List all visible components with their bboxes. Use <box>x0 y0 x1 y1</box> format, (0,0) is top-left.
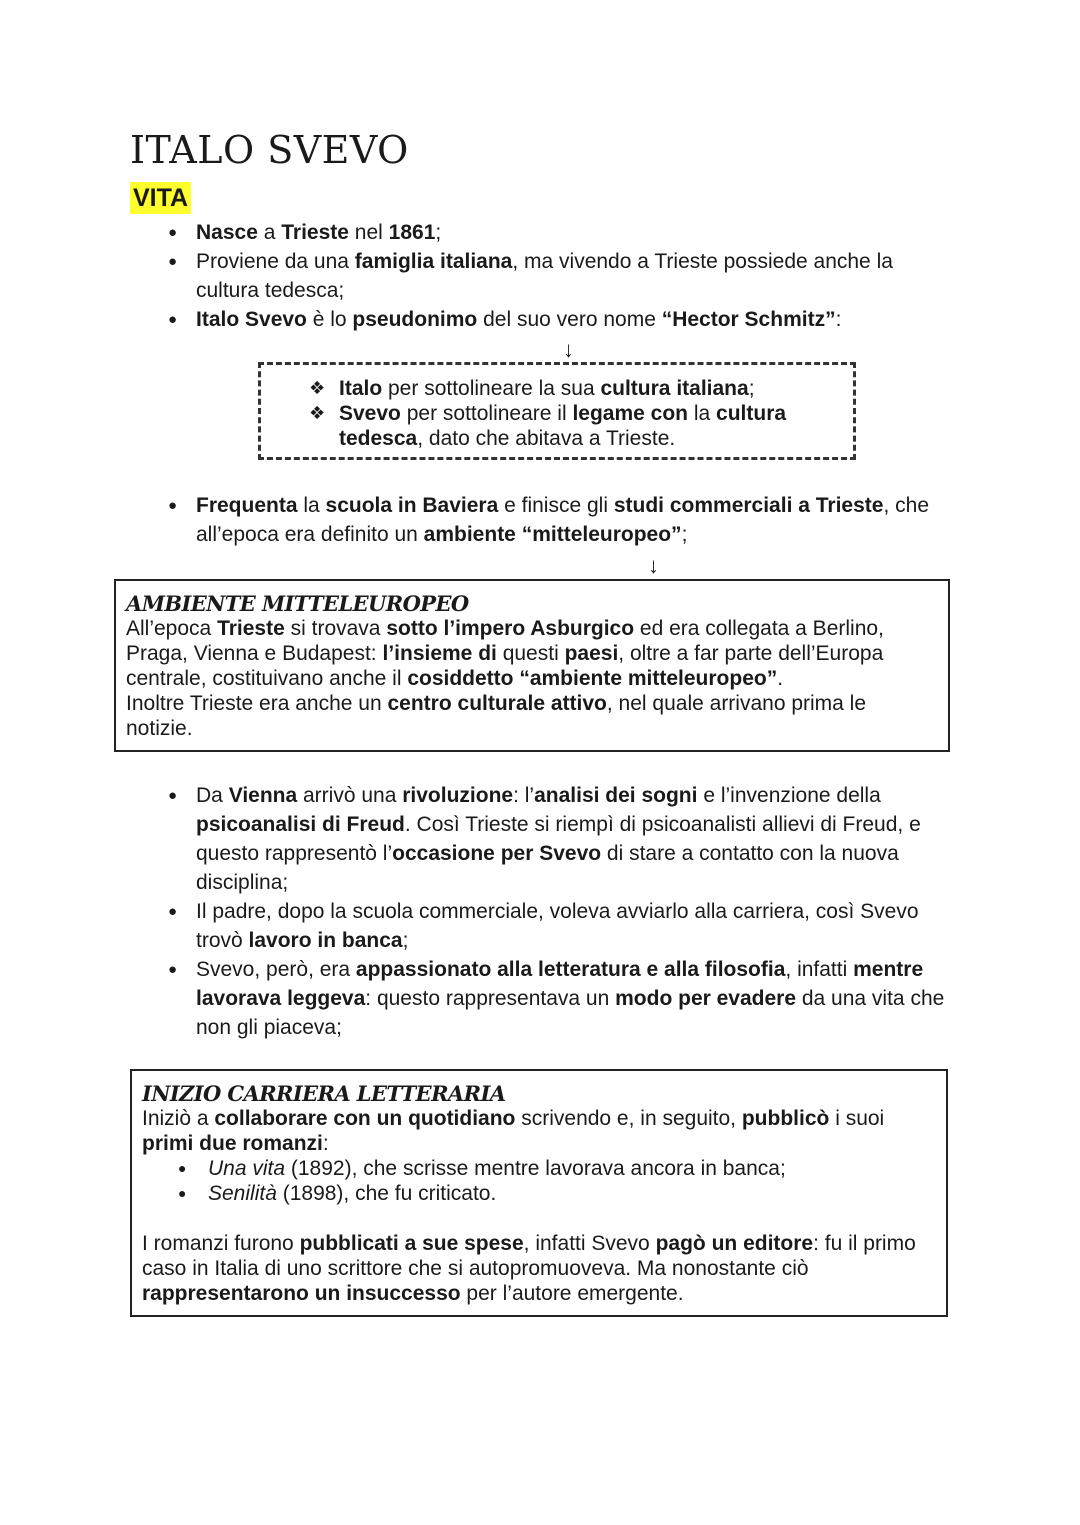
list-item: ● Proviene da una famiglia italiana, ma vivendo a Trieste possiede anche la cultura tedesca; <box>130 247 950 305</box>
down-arrow-icon: ↓ <box>648 553 659 578</box>
list-item: ● Il padre, dopo la scuola commerciale, voleva avviarlo alla carriera, così Svevo trovò lavoro in banca; <box>130 897 960 955</box>
box-title: INIZIO CARRIERA LETTERARIA <box>142 1081 506 1106</box>
box-paragraph: All’epoca Trieste si trovava sotto l’impero Asburgico ed era collegata a Berlino, Praga, Vienna e Budapest: l’insieme di questi paesi, oltre a far parte dell’Europa centrale, costituivano anche il cosiddetto “ambiente mitteleuropeo”. <box>126 617 884 690</box>
list-item: ❖ Italo per sottolineare la sua cultura italiana; <box>309 376 833 401</box>
list-item: ● Svevo, però, era appassionato alla letteratura e alla filosofia, infatti mentre lavorava leggeva: questo rappresentava un modo per evadere da una vita che non gli piaceva; <box>130 955 960 1042</box>
list-item: ● Da Vienna arrivò una rivoluzione: l’analisi dei sogni e l’invenzione della psicoanalisi di Freud. Così Trieste si riempì di psicoanalisti allievi di Freud, e questo rappresentò l’occasione per Svevo di stare a contatto con la nuova disciplina; <box>130 781 960 897</box>
bullet-list-intro <box>130 218 950 334</box>
list-item: ● Frequenta la scuola in Baviera e finisce gli studi commerciali a Trieste, che all’epoca era definito un ambiente “mitteleuropeo”; <box>130 491 950 549</box>
bullet-list-studies <box>130 491 950 549</box>
carriera-letteraria-box <box>130 1069 948 1317</box>
novels-list <box>142 1156 936 1206</box>
pseudonym-list <box>309 376 833 451</box>
section-label-vita: VITA <box>130 182 191 214</box>
ambiente-mitteleuropeo-box <box>114 579 950 752</box>
box-title: AMBIENTE MITTELEUROPEO <box>126 591 469 616</box>
list-item: ● Una vita (1892), che scrisse mentre lavorava ancora in banca; <box>142 1156 936 1181</box>
bullet-list-life <box>130 781 960 1042</box>
list-item: ● Nasce a Trieste nel 1861; <box>130 218 950 247</box>
pseudonym-explanation-box <box>258 362 856 460</box>
box-paragraph: Inoltre Trieste era anche un centro culturale attivo, nel quale arrivano prima le notizie. <box>126 692 867 740</box>
list-item: ❖ Svevo per sottolineare il legame con la cultura tedesca, dato che abitava a Trieste. <box>309 401 833 451</box>
down-arrow-icon: ↓ <box>563 337 574 362</box>
list-item: ● Italo Svevo è lo pseudonimo del suo vero nome “Hector Schmitz”: <box>130 305 950 334</box>
box-paragraph: Iniziò a collaborare con un quotidiano scrivendo e, in seguito, pubblicò i suoi primi due romanzi: <box>142 1107 885 1155</box>
list-item: ● Senilità (1898), che fu criticato. <box>142 1181 936 1206</box>
page-title: ITALO SVEVO <box>130 128 409 172</box>
box-paragraph: I romanzi furono pubblicati a sue spese, infatti Svevo pagò un editore: fu il primo caso in Italia di uno scrittore che si autopromuoveva. Ma nonostante ciò rappresentarono un insuccesso per l’autore emergente. <box>142 1232 916 1305</box>
